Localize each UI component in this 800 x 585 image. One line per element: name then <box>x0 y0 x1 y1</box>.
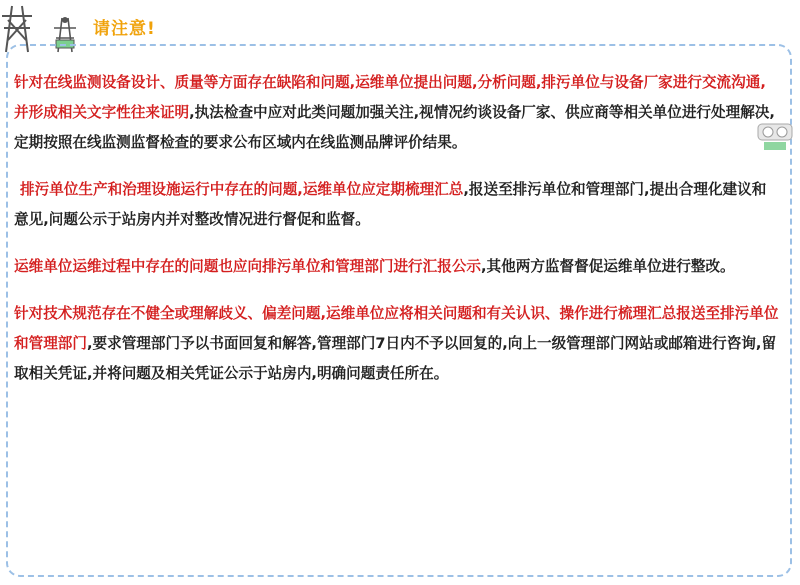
paragraph-2 <box>14 175 780 235</box>
page-title: 请注意! <box>93 19 156 39</box>
body-text: ,报送至排污单位和管理部门,提出合理化建议和意见,问题公示于站房内并对整改情况进行督促和监督。 <box>14 181 767 228</box>
paragraph-4 <box>14 299 780 389</box>
highlight-text: 运维单位运维过程中存在的问题也应向排污单位和管理部门进行汇报公示 <box>14 258 482 275</box>
notice-body <box>14 68 780 406</box>
body-text: ,其他两方监督督促运维单位进行整改。 <box>481 258 735 275</box>
highlight-text: 针对技术规范存在不健全或理解歧义、偏差问题,运维单位应将相关问题和有关认识、操作进行梳理汇总报送至排污单位和管理部门 <box>14 305 779 352</box>
highlight-text: 排污单位生产和治理设施运行中存在的问题,运维单位应定期梳理汇总 <box>20 181 464 198</box>
highlight-text: 针对在线监测设备设计、质量等方面存在缺陷和问题,运维单位提出问题,分析问题,排污单位与设备厂家进行交流沟通,并形成相关文字性往来证明 <box>14 74 766 121</box>
body-text: ,要求管理部门予以书面回复和解答,管理部门7日内不予以回复的,向上一级管理部门网站或邮箱进行咨询,留取相关凭证,并将问题及相关凭证公示于站房内,明确问题责任所在。 <box>14 335 777 382</box>
body-text: ,执法检查中应对此类问题加强关注,视情况约谈设备厂家、供应商等相关单位进行处理解决,定期按照在线监测监督检查的要求公布区域内在线监测品牌评价结果。 <box>14 104 775 151</box>
paragraph-3 <box>14 252 780 282</box>
paragraph-1 <box>14 68 780 158</box>
